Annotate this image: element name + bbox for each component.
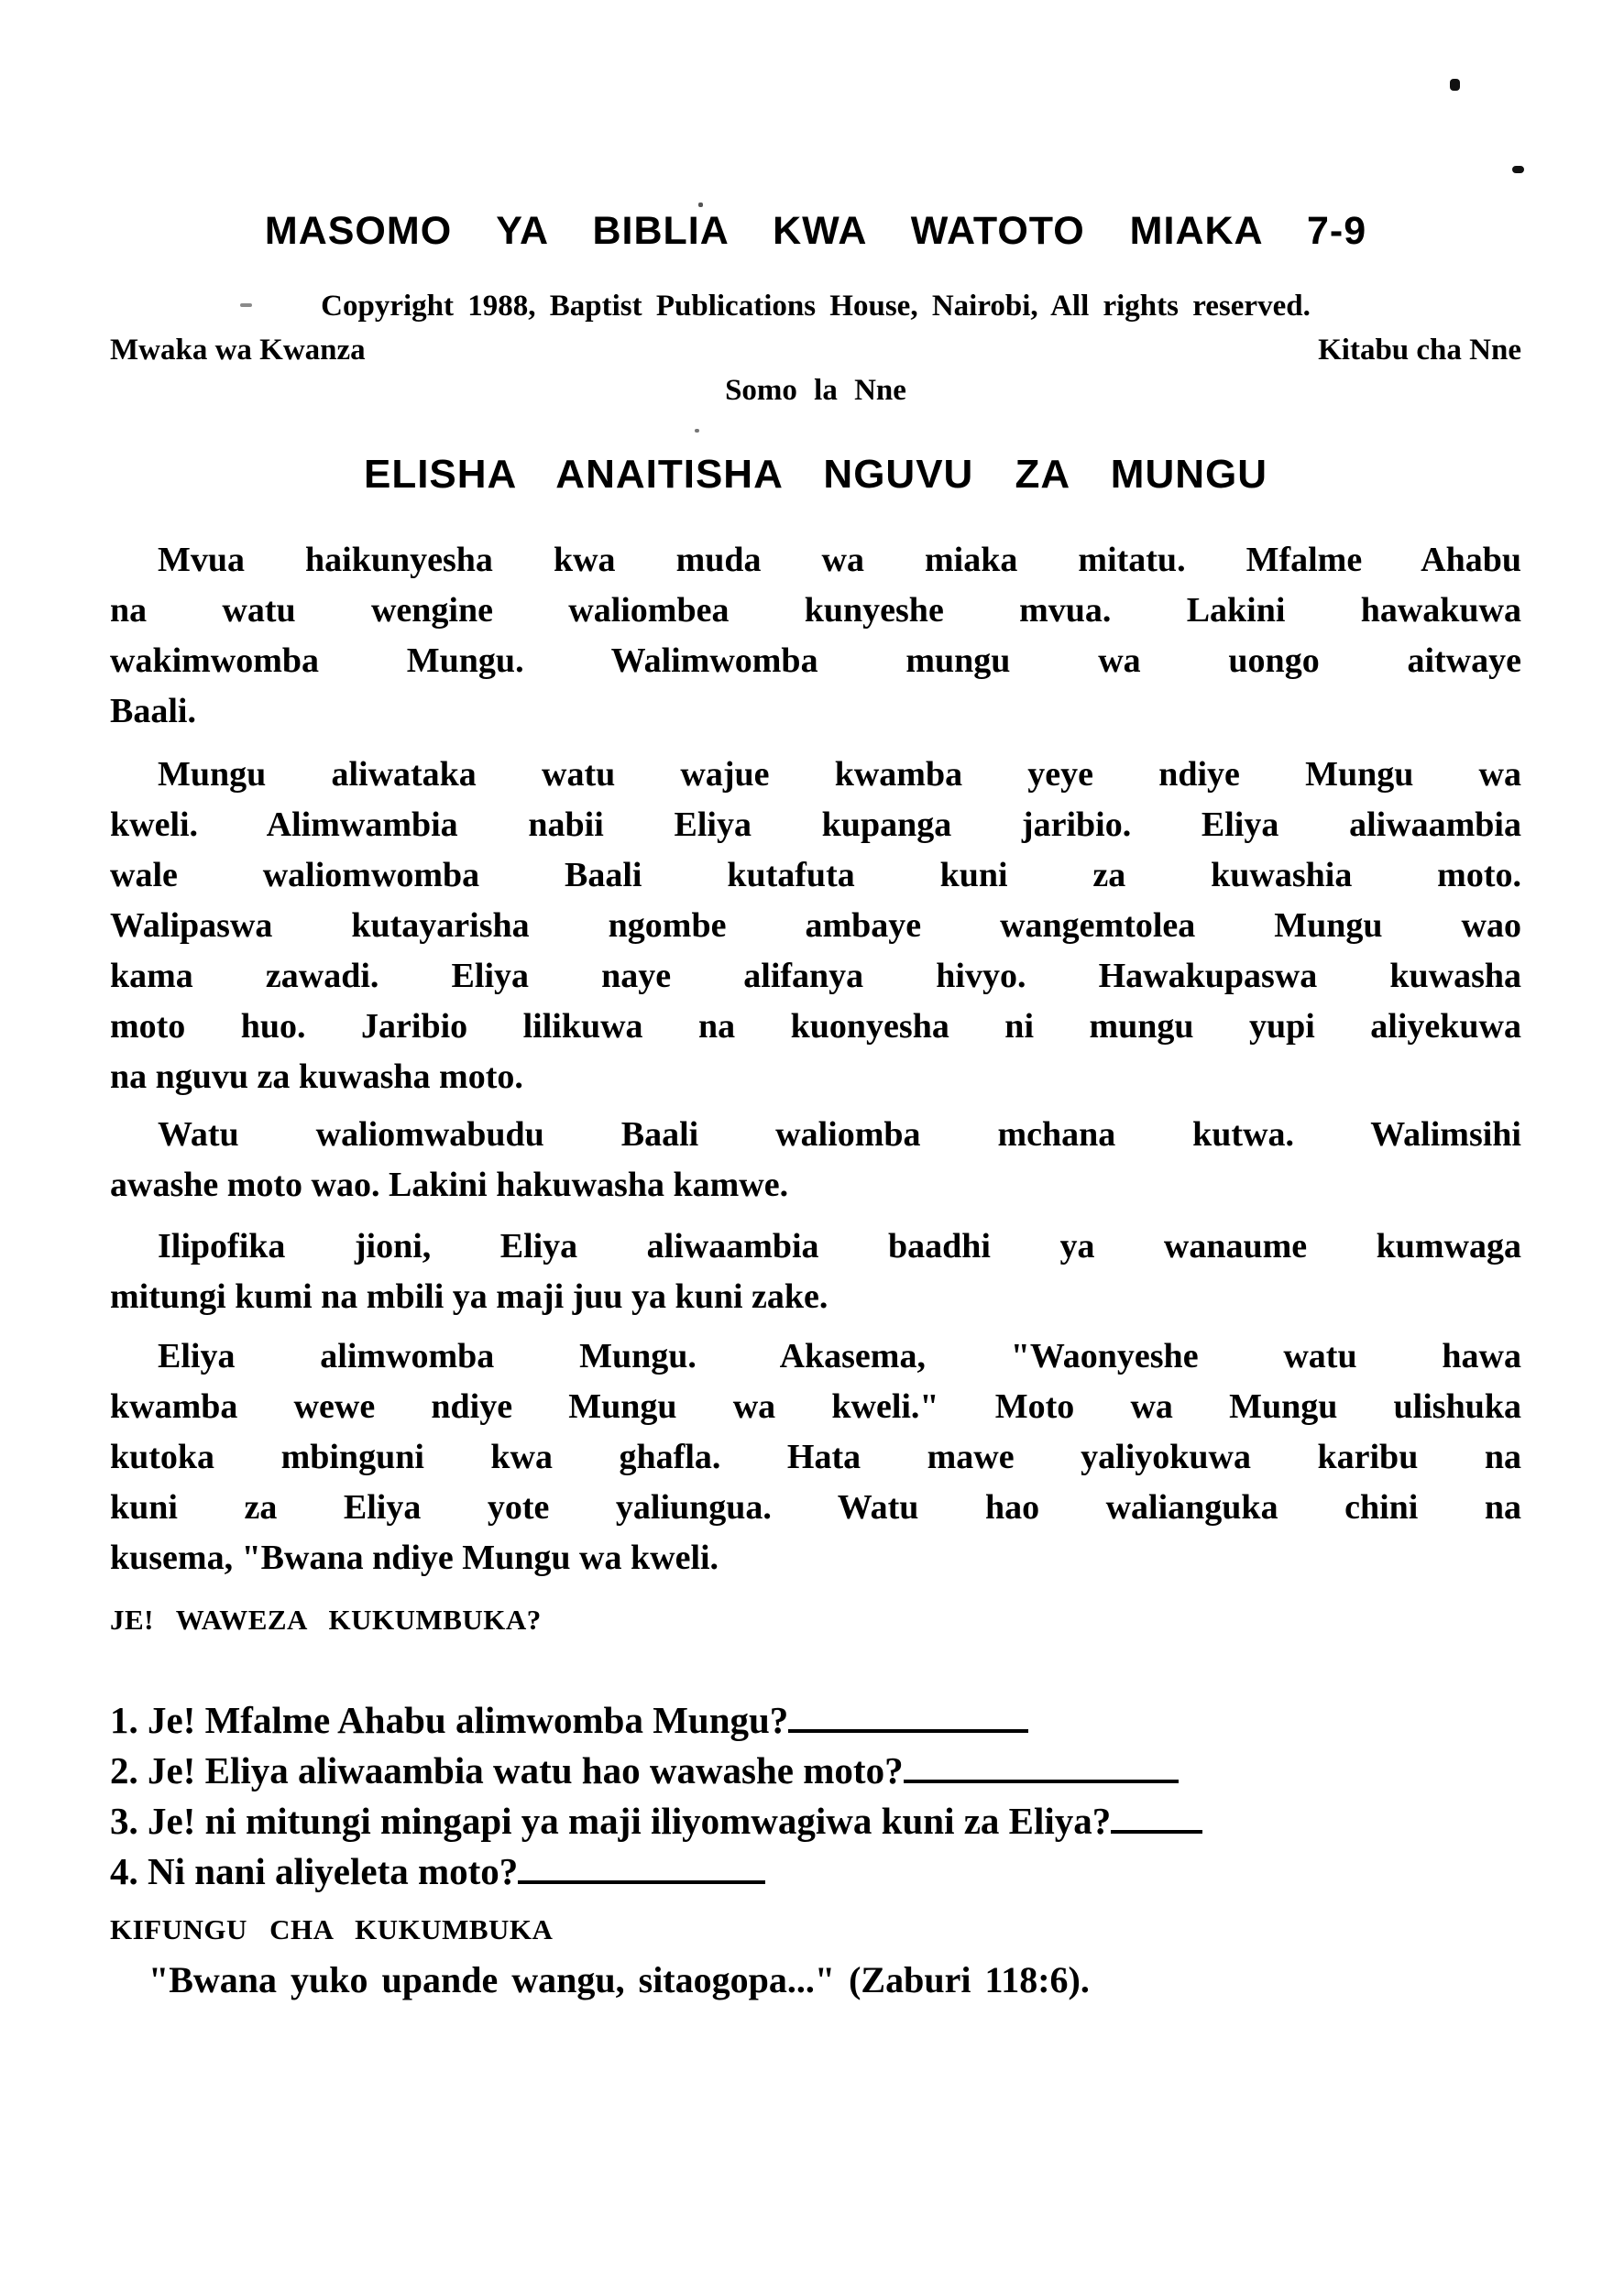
story-line: Mungu aliwataka watu wajue kwamba yeye ndiye Mungu wa: [158, 755, 1521, 794]
story-line: wakimwomba Mungu. Walimwomba mungu wa uongo aitwaye: [110, 641, 1521, 680]
edition-row: [110, 334, 1521, 367]
story-line: wale waliomwomba Baali kutafuta kuni za kuwashia moto.: [110, 856, 1521, 894]
question-item: [110, 1695, 1521, 1746]
story-line: na watu wengine waliombea kunyeshe mvua. Lakini hawakuwa: [110, 591, 1521, 630]
story-line: kama zawadi. Eliya naye alifanya hivyo. Hawakupaswa kuwasha: [110, 957, 1521, 995]
story-line: awashe moto wao. Lakini hakuwasha kamwe.: [110, 1166, 789, 1204]
memory-verse-text: "Bwana yuko upande wangu, sitaogopa..." (Zaburi 118:6).: [148, 1959, 1090, 2000]
memory-verse-heading: KIFUNGU CHA KUKUMBUKA: [110, 1913, 554, 1945]
story-paragraph: [110, 1222, 1521, 1322]
copyright-line: Copyright 1988, Baptist Publications House, Nairobi, All rights reserved.: [321, 290, 1311, 323]
story-line: mitungi kumi na mbili ya maji juu ya kuni zake.: [110, 1277, 828, 1316]
story-paragraph: [110, 750, 1521, 1102]
page-content: [110, 0, 1521, 2003]
story-paragraph: [110, 1331, 1521, 1583]
question-text: 2. Je! Eliya aliwaambia watu hao wawashe moto?: [110, 1749, 904, 1791]
question-text: 4. Ni nani aliyeleta moto?: [110, 1850, 519, 1892]
answer-blank: [788, 1702, 1028, 1733]
edition-book-label: Kitabu cha Nne: [1318, 334, 1521, 367]
edition-year-label: Mwaka wa Kwanza: [110, 334, 366, 367]
document-title: MASOMO YA BIBLIA KWA WATOTO MIAKA 7-9: [264, 209, 1367, 253]
story-line: moto huo. Jaribio lilikuwa na kuonyesha ni mungu yupi aliyekuwa: [110, 1007, 1521, 1046]
answer-blank: [904, 1752, 1179, 1783]
lesson-title: ELISHA ANAITISHA NGUVU ZA MUNGU: [363, 452, 1268, 497]
answer-blank: [1111, 1802, 1202, 1834]
story-line: Eliya alimwomba Mungu. Akasema, "Waonyeshe watu hawa: [158, 1337, 1521, 1375]
story-line: kuni za Eliya yote yaliungua. Watu hao walianguka chini na: [110, 1488, 1521, 1527]
story-paragraph: [110, 535, 1521, 737]
story-line: Baali.: [110, 692, 196, 730]
question-text: 1. Je! Mfalme Ahabu alimwomba Mungu?: [110, 1699, 789, 1741]
question-text: 3. Je! ni mitungi mingapi ya maji iliyomwagiwa kuni za Eliya?: [110, 1800, 1112, 1842]
story-line: kutoka mbinguni kwa ghafla. Hata mawe yaliyokuwa karibu na: [110, 1438, 1521, 1476]
story-body: [110, 535, 1521, 1583]
story-line: na nguvu za kuwasha moto.: [110, 1057, 523, 1096]
question-item: [110, 1746, 1521, 1796]
story-line: Watu waliomwabudu Baali waliomba mchana kutwa. Walimsihi: [158, 1115, 1521, 1154]
story-line: kwamba wewe ndiye Mungu wa kweli." Moto wa Mungu ulishuka: [110, 1387, 1521, 1426]
questions-list: [110, 1695, 1521, 1897]
story-line: kweli. Alimwambia nabii Eliya kupanga jaribio. Eliya aliwaambia: [110, 805, 1521, 844]
answer-blank: [518, 1853, 765, 1884]
story-line: Mvua haikunyesha kwa muda wa miaka mitatu. Mfalme Ahabu: [158, 541, 1521, 579]
question-item: [110, 1846, 1521, 1897]
story-line: kusema, "Bwana ndiye Mungu wa kweli.: [110, 1539, 719, 1577]
story-line: Ilipofika jioni, Eliya aliwaambia baadhi ya wanaume kumwaga: [158, 1227, 1521, 1266]
questions-heading: JE! WAWEZA KUKUMBUKA?: [110, 1604, 542, 1636]
story-line: Walipaswa kutayarisha ngombe ambaye wangemtolea Mungu wao: [110, 906, 1521, 945]
question-item: [110, 1796, 1521, 1846]
story-paragraph: [110, 1110, 1521, 1211]
lesson-number-label: Somo la Nne: [725, 374, 906, 407]
